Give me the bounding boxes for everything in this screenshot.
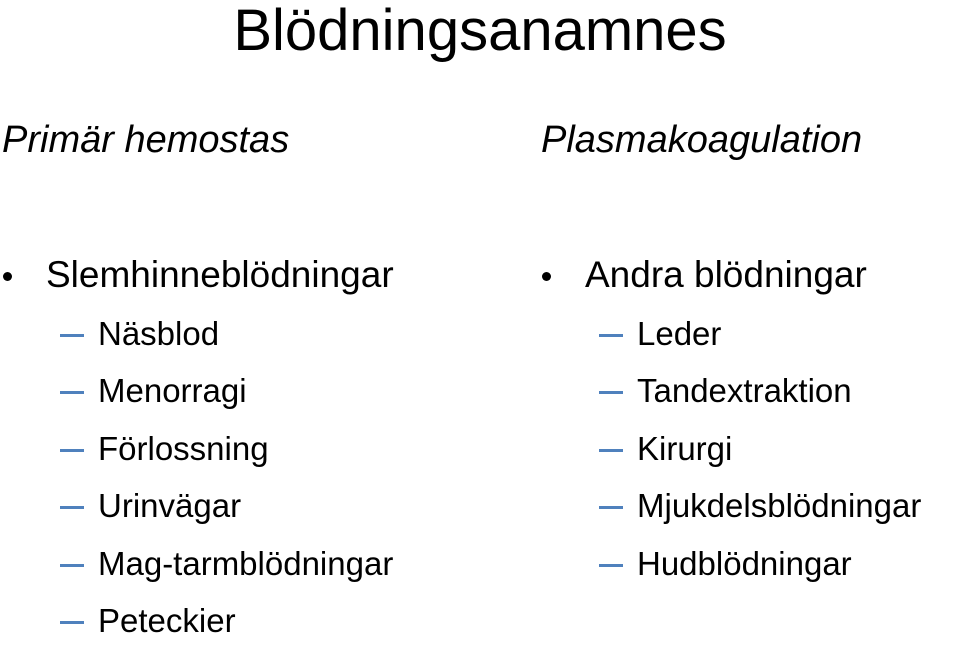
sub-item-label: Leder [637, 315, 722, 352]
dash-icon [60, 621, 84, 624]
bullet-item [539, 252, 921, 310]
right-column [539, 252, 921, 597]
sub-item-label: Kirurgi [637, 429, 733, 467]
sub-item-label: Tandextraktion [637, 372, 852, 410]
dash-icon [599, 564, 623, 567]
sub-item [0, 425, 394, 482]
bullet-item [0, 252, 394, 310]
bullet-label: Slemhinneblödningar [46, 254, 394, 295]
dash-icon [599, 334, 623, 337]
dash-icon [599, 506, 623, 509]
sub-item-label: Förlossning [98, 429, 269, 467]
sub-item-label: Peteckier [98, 601, 236, 639]
sub-item [0, 540, 394, 597]
sub-item [0, 367, 394, 424]
dash-icon [599, 391, 623, 394]
sub-item [539, 540, 921, 597]
dash-icon [60, 334, 84, 337]
dash-icon [60, 506, 84, 509]
sub-item [0, 482, 394, 539]
bullet-dot-icon [3, 272, 12, 281]
dash-icon [60, 449, 84, 452]
sub-item-label: Mag-tarmblödningar [98, 544, 394, 582]
sub-item [539, 425, 921, 482]
dash-icon [60, 564, 84, 567]
left-column [0, 252, 394, 654]
sub-item-label: Mjukdelsblödningar [637, 487, 922, 525]
sub-item [0, 597, 394, 654]
sub-item [539, 482, 921, 539]
sub-item [539, 367, 921, 424]
sub-item-label: Näsblod [98, 315, 220, 352]
left-column-heading: Primär hemostas [2, 119, 290, 161]
sub-item-label: Menorragi [98, 372, 247, 410]
dash-icon [60, 391, 84, 394]
bullet-dot-icon [542, 272, 551, 281]
sub-item [0, 310, 394, 367]
sub-item [539, 310, 921, 367]
slide-title: Blödningsanamnes [233, 0, 727, 63]
dash-icon [599, 449, 623, 452]
bullet-label: Andra blödningar [585, 254, 867, 295]
sub-item-label: Urinvägar [98, 487, 242, 525]
right-column-heading: Plasmakoagulation [541, 119, 863, 161]
sub-item-label: Hudblödningar [637, 544, 852, 582]
